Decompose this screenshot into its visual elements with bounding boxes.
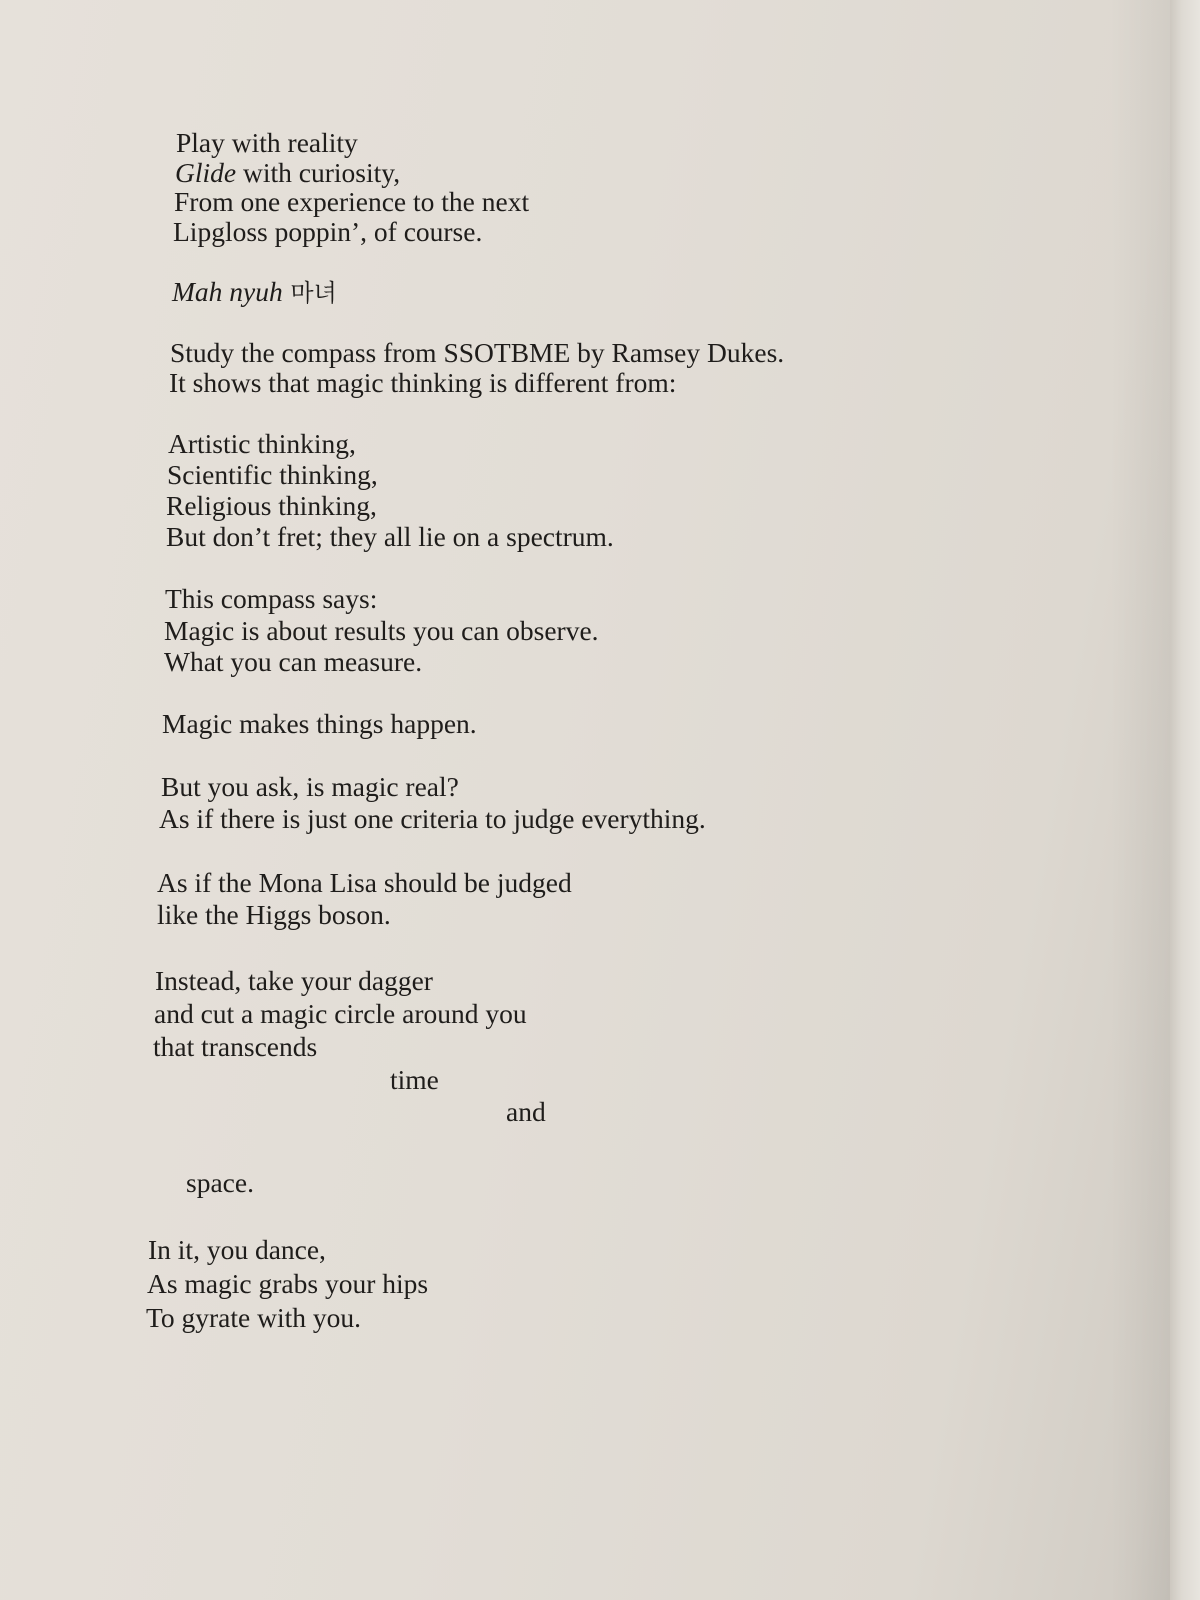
poem-line: Study the compass from SSOTBME by Ramsey Dukes. [170, 337, 785, 368]
poem-line-rest: with curiosity, [236, 157, 401, 188]
poem-line: Scientific thinking, [167, 459, 378, 490]
poem-line: This compass says: [165, 583, 378, 614]
poem-line: that transcends [153, 1031, 318, 1062]
korean-word: 마녀 [282, 279, 337, 307]
poem-line: Play with reality [176, 127, 358, 158]
poem-line: To gyrate with you. [146, 1302, 361, 1333]
italic-word: Glide [175, 157, 237, 188]
poem-word-time: time [390, 1064, 439, 1095]
poem-line: What you can measure. [164, 646, 423, 677]
poem-line: It shows that magic thinking is different from: [169, 367, 677, 398]
poem-word-and: and [506, 1096, 546, 1127]
poem-line: Magic makes things happen. [162, 708, 477, 739]
poem-line: Instead, take your dagger [155, 965, 433, 996]
poem-word-space: space. [186, 1167, 254, 1198]
poem-line: Religious thinking, [166, 490, 377, 521]
poem-line: As magic grabs your hips [147, 1268, 429, 1299]
poem-line: Magic is about results you can observe. [164, 615, 599, 646]
page-gutter-shadow [1110, 0, 1170, 1600]
poem-line: In it, you dance, [148, 1234, 326, 1265]
poem-line [175, 157, 400, 189]
poem-line: Artistic thinking, [168, 428, 356, 459]
poem-line: But you ask, is magic real? [161, 771, 459, 802]
poem-line: From one experience to the next [174, 186, 530, 217]
poem-line: like the Higgs boson. [157, 899, 391, 930]
italic-phrase: Mah nyuh [172, 276, 283, 307]
poem-line: As if there is just one criteria to judge everything. [159, 803, 706, 834]
poem-line: and cut a magic circle around you [154, 998, 527, 1029]
poem-line: As if the Mona Lisa should be judged [157, 867, 572, 898]
poem-line: Lipgloss poppin’, of course. [173, 216, 483, 247]
adjacent-page-edge [1170, 0, 1200, 1600]
poem-line [172, 276, 337, 309]
poem-line: But don’t fret; they all lie on a spectrum. [166, 521, 614, 552]
